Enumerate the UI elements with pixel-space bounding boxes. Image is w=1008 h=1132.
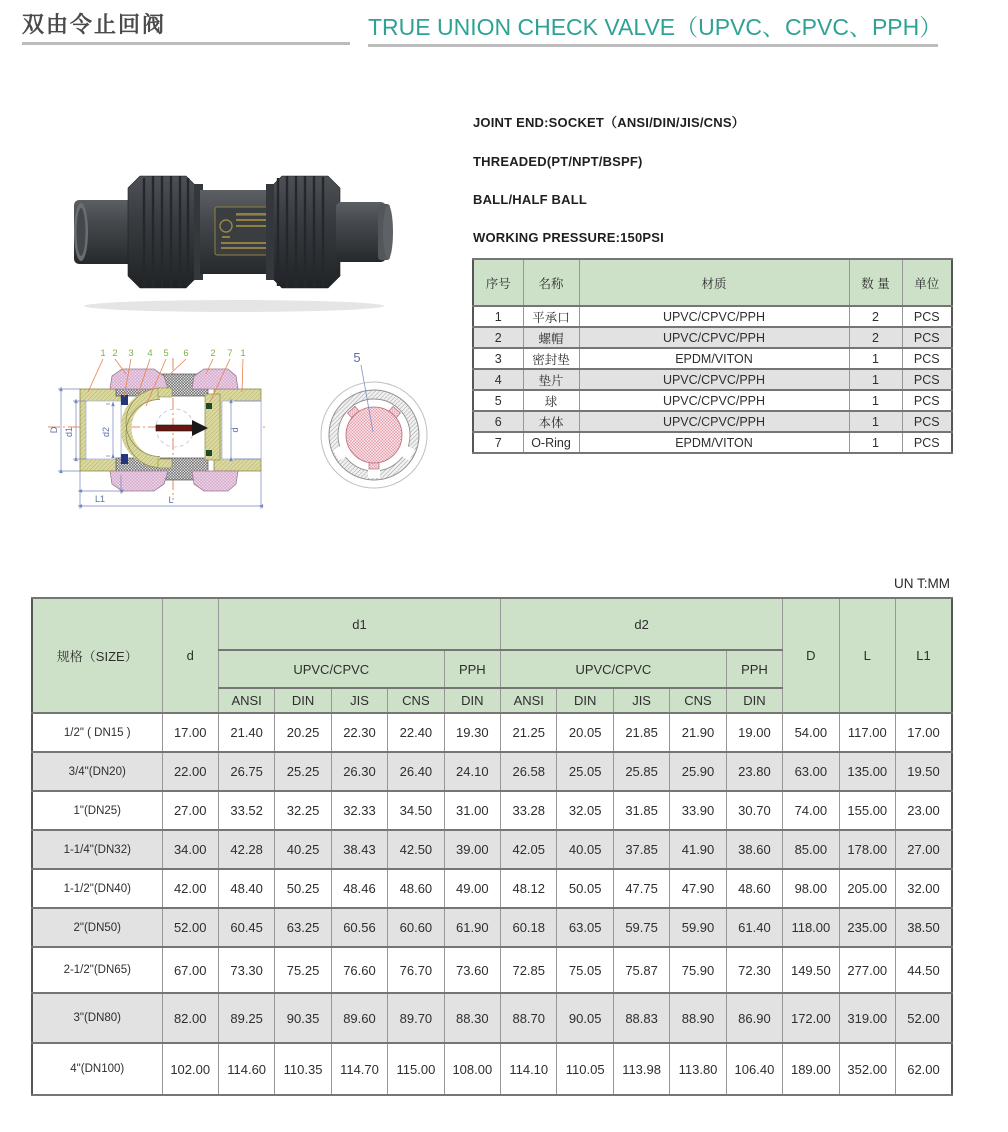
cell: 42.00 [162,869,218,908]
cell: 1 [473,306,523,327]
cell: 189.00 [783,1043,839,1095]
cell: 1 [849,369,902,390]
cell: 319.00 [839,993,895,1043]
table-row [473,411,952,432]
cell: PCS [902,327,952,348]
callout-3: 3 [128,348,134,359]
cell: 25.85 [613,752,669,791]
valve-right-socket [336,202,393,262]
cell: 19.00 [726,713,782,752]
cell: 48.60 [726,869,782,908]
size-cell: 1-1/4"(DN32) [32,830,162,869]
cell: 117.00 [839,713,895,752]
cell: 48.40 [218,869,274,908]
cell: 76.60 [331,947,387,993]
cell: 113.80 [670,1043,726,1095]
cell: 90.05 [557,993,613,1043]
column-header: 序号 [473,259,523,306]
table-row [32,993,952,1043]
column-header: 名称 [523,259,579,306]
cell: 49.00 [444,869,500,908]
spec-line: THREADED(PT/NPT/BSPF) [473,154,643,169]
cell: 34.00 [162,830,218,869]
cell: 平承口 [523,306,579,327]
cell: 114.10 [501,1043,557,1095]
dim-label-d2: d2 [101,426,111,438]
callout-5: 5 [163,348,169,359]
cell: 2 [473,327,523,348]
cell: 25.05 [557,752,613,791]
cell: UPVC/CPVC/PPH [579,411,849,432]
cell: 21.85 [613,713,669,752]
parts-table-body [473,306,952,453]
column-header-standard: DIN [444,688,500,713]
dimensions-table [31,597,953,1096]
cell: 98.00 [783,869,839,908]
cell: 54.00 [783,713,839,752]
cell: 本体 [523,411,579,432]
cell: 垫片 [523,369,579,390]
cell: 38.43 [331,830,387,869]
column-group-d1: d1 [218,598,500,650]
cell: 25.90 [670,752,726,791]
title-underline-left [22,42,350,45]
cell: 115.00 [388,1043,444,1095]
spec-line: WORKING PRESSURE:150PSI [473,230,664,245]
table-row [473,306,952,327]
column-header-standard: ANSI [218,688,274,713]
cell: 52.00 [895,993,952,1043]
cell: 3 [473,348,523,369]
cell: 61.90 [444,908,500,947]
table-row [32,752,952,791]
cell: 27.00 [895,830,952,869]
size-cell: 1"(DN25) [32,791,162,830]
cell: EPDM/VITON [579,348,849,369]
cell: 114.70 [331,1043,387,1095]
cell: 32.05 [557,791,613,830]
cell: 50.05 [557,869,613,908]
cell: 48.12 [501,869,557,908]
cell: O-Ring [523,432,579,453]
cell: PCS [902,390,952,411]
cell: 1 [849,411,902,432]
cell: 90.35 [275,993,331,1043]
cell: 48.60 [388,869,444,908]
cell: 72.85 [501,947,557,993]
cell: 76.70 [388,947,444,993]
size-cell: 2-1/2"(DN65) [32,947,162,993]
table-row [32,908,952,947]
cell: 1 [849,348,902,369]
cell: 20.05 [557,713,613,752]
callout-7: 7 [227,348,233,359]
cell: 24.10 [444,752,500,791]
cell: 34.50 [388,791,444,830]
cell: 82.00 [162,993,218,1043]
cell: 59.75 [613,908,669,947]
page-title-english: TRUE UNION CHECK VALVE（UPVC、CPVC、PPH） [368,14,943,40]
cell: PCS [902,411,952,432]
cell: UPVC/CPVC/PPH [579,369,849,390]
cell: 23.80 [726,752,782,791]
end-view-drawing [312,348,447,512]
cell: 27.00 [162,791,218,830]
cell: 33.28 [501,791,557,830]
column-header-standard: JIS [613,688,669,713]
title-underline-right [368,44,938,47]
cell: 21.25 [501,713,557,752]
column-header-size: 规格（SIZE） [32,598,162,713]
column-group-pph-d1: PPH [444,650,500,688]
cell: PCS [902,432,952,453]
callout-2a: 2 [112,348,118,359]
dimensions-table-body [32,713,952,1095]
column-group-d2: d2 [501,598,783,650]
size-cell: 4"(DN100) [32,1043,162,1095]
cell: 110.05 [557,1043,613,1095]
cell: 86.90 [726,993,782,1043]
cell: PCS [902,306,952,327]
cell: 63.25 [275,908,331,947]
dim-label-L: L [168,495,174,505]
cell: 60.56 [331,908,387,947]
column-header-standard: DIN [557,688,613,713]
cell: 50.25 [275,869,331,908]
dim-label-L1: L1 [94,494,106,504]
column-header-standard: CNS [388,688,444,713]
valve-right-union-nut [266,176,340,288]
callout-1a: 1 [100,348,106,359]
cell: 178.00 [839,830,895,869]
cell: 67.00 [162,947,218,993]
dim-label-d: d [230,427,240,433]
table-row [32,1043,952,1095]
cell: 106.40 [726,1043,782,1095]
cell: 44.50 [895,947,952,993]
cell: 32.33 [331,791,387,830]
cell: EPDM/VITON [579,432,849,453]
parts-table [472,258,953,454]
cell: 1 [849,390,902,411]
cell: 38.60 [726,830,782,869]
cell: 73.60 [444,947,500,993]
cell: UPVC/CPVC/PPH [579,390,849,411]
cell: 75.05 [557,947,613,993]
spec-lines [473,112,745,268]
column-header-standard: DIN [275,688,331,713]
column-header-d: d [162,598,218,713]
cell: 26.58 [501,752,557,791]
cell: 62.00 [895,1043,952,1095]
cell: 42.28 [218,830,274,869]
cell: 205.00 [839,869,895,908]
table-row [32,791,952,830]
table-row [32,830,952,869]
cell: 6 [473,411,523,432]
column-header: 材质 [579,259,849,306]
cell: 277.00 [839,947,895,993]
cell: 75.25 [275,947,331,993]
table-row [473,369,952,390]
cell: 密封垫 [523,348,579,369]
cell: 26.30 [331,752,387,791]
column-header-standard: JIS [331,688,387,713]
callout-2b: 2 [210,348,216,359]
cell: 75.90 [670,947,726,993]
column-group-upvc-cpvc-d1: UPVC/CPVC [218,650,444,688]
product-photo-valve [72,150,397,318]
flow-arrow [156,409,208,447]
cell: 21.40 [218,713,274,752]
spec-line: JOINT END:SOCKET（ANSI/DIN/JIS/CNS） [473,115,745,130]
column-header-standard: CNS [670,688,726,713]
cell: 20.25 [275,713,331,752]
cell: 球 [523,390,579,411]
cell: 110.35 [275,1043,331,1095]
cell: 5 [473,390,523,411]
cell: 74.00 [783,791,839,830]
cell: 135.00 [839,752,895,791]
cell: 48.46 [331,869,387,908]
cell: 22.30 [331,713,387,752]
column-header: 数 量 [849,259,902,306]
cell: 40.05 [557,830,613,869]
cell: 235.00 [839,908,895,947]
table-row [473,432,952,453]
size-cell: 1/2" ( DN15 ) [32,713,162,752]
column-header-standard: ANSI [501,688,557,713]
column-header: 单位 [902,259,952,306]
cell: 352.00 [839,1043,895,1095]
dim-label-d1: d1 [64,426,74,438]
cell: 89.70 [388,993,444,1043]
cell: UPVC/CPVC/PPH [579,306,849,327]
callout-1b: 1 [240,348,246,359]
cell: 114.60 [218,1043,274,1095]
cell: 42.50 [388,830,444,869]
cell: 31.85 [613,791,669,830]
cell: 22.00 [162,752,218,791]
end-view-callout-5: 5 [353,350,361,365]
cell: 89.25 [218,993,274,1043]
cell: 30.70 [726,791,782,830]
cell: 89.60 [331,993,387,1043]
cell: 32.25 [275,791,331,830]
cell: 25.25 [275,752,331,791]
cell: 38.50 [895,908,952,947]
cell: 2 [849,306,902,327]
cell: 33.52 [218,791,274,830]
cell: 118.00 [783,908,839,947]
cell: 7 [473,432,523,453]
column-header-standard: DIN [726,688,782,713]
size-cell: 3"(DN80) [32,993,162,1043]
cell: 22.40 [388,713,444,752]
cell: 59.90 [670,908,726,947]
cell: 19.50 [895,752,952,791]
column-header-L: L [839,598,895,713]
cell: 172.00 [783,993,839,1043]
parts-table-header-row [473,259,952,306]
cell: 21.90 [670,713,726,752]
size-cell: 1-1/2"(DN40) [32,869,162,908]
size-cell: 2"(DN50) [32,908,162,947]
cell: 32.00 [895,869,952,908]
table-row [473,390,952,411]
cell: 42.05 [501,830,557,869]
cell: 88.30 [444,993,500,1043]
cell: 108.00 [444,1043,500,1095]
valve-left-socket [74,200,132,264]
column-header-L1: L1 [895,598,952,713]
cell: 33.90 [670,791,726,830]
cell: 4 [473,369,523,390]
valve-left-union-nut [128,176,203,288]
column-header-D: D [783,598,839,713]
table-row [32,947,952,993]
photo-shadow [84,300,384,312]
table-row [473,327,952,348]
cell: 85.00 [783,830,839,869]
size-cell: 3/4"(DN20) [32,752,162,791]
cell: 102.00 [162,1043,218,1095]
column-group-pph-d2: PPH [726,650,782,688]
callout-4: 4 [147,348,153,359]
cell: 19.30 [444,713,500,752]
cell: UPVC/CPVC/PPH [579,327,849,348]
unit-note: UN T:MM [894,576,950,591]
table-row [32,713,952,752]
column-group-upvc-cpvc-d2: UPVC/CPVC [501,650,727,688]
cell: 60.60 [388,908,444,947]
cell: 23.00 [895,791,952,830]
cell: 螺帽 [523,327,579,348]
cell: 41.90 [670,830,726,869]
cell: 31.00 [444,791,500,830]
cell: 88.90 [670,993,726,1043]
cell: 75.87 [613,947,669,993]
cell: 26.75 [218,752,274,791]
cell: 52.00 [162,908,218,947]
cross-section-drawing [46,344,274,518]
cell: 73.30 [218,947,274,993]
table-row [473,348,952,369]
cell: 72.30 [726,947,782,993]
callout-numbers [100,348,245,359]
cell: 37.85 [613,830,669,869]
cell: 17.00 [895,713,952,752]
cell: 63.05 [557,908,613,947]
cell: 40.25 [275,830,331,869]
cell: PCS [902,348,952,369]
callout-6: 6 [183,348,189,359]
cell: 17.00 [162,713,218,752]
cell: 113.98 [613,1043,669,1095]
cell: 2 [849,327,902,348]
cell: 1 [849,432,902,453]
cell: 60.45 [218,908,274,947]
page-title-chinese: 双由令止回阀 [22,12,167,37]
cell: 26.40 [388,752,444,791]
cell: 155.00 [839,791,895,830]
cell: 47.90 [670,869,726,908]
cell: 39.00 [444,830,500,869]
spec-line: BALL/HALF BALL [473,192,587,207]
cell: 47.75 [613,869,669,908]
cell: 61.40 [726,908,782,947]
cell: 60.18 [501,908,557,947]
cell: 88.83 [613,993,669,1043]
dim-label-D: D [49,426,59,434]
cell: 149.50 [783,947,839,993]
table-row [32,869,952,908]
cell: 88.70 [501,993,557,1043]
cell: PCS [902,369,952,390]
cell: 63.00 [783,752,839,791]
